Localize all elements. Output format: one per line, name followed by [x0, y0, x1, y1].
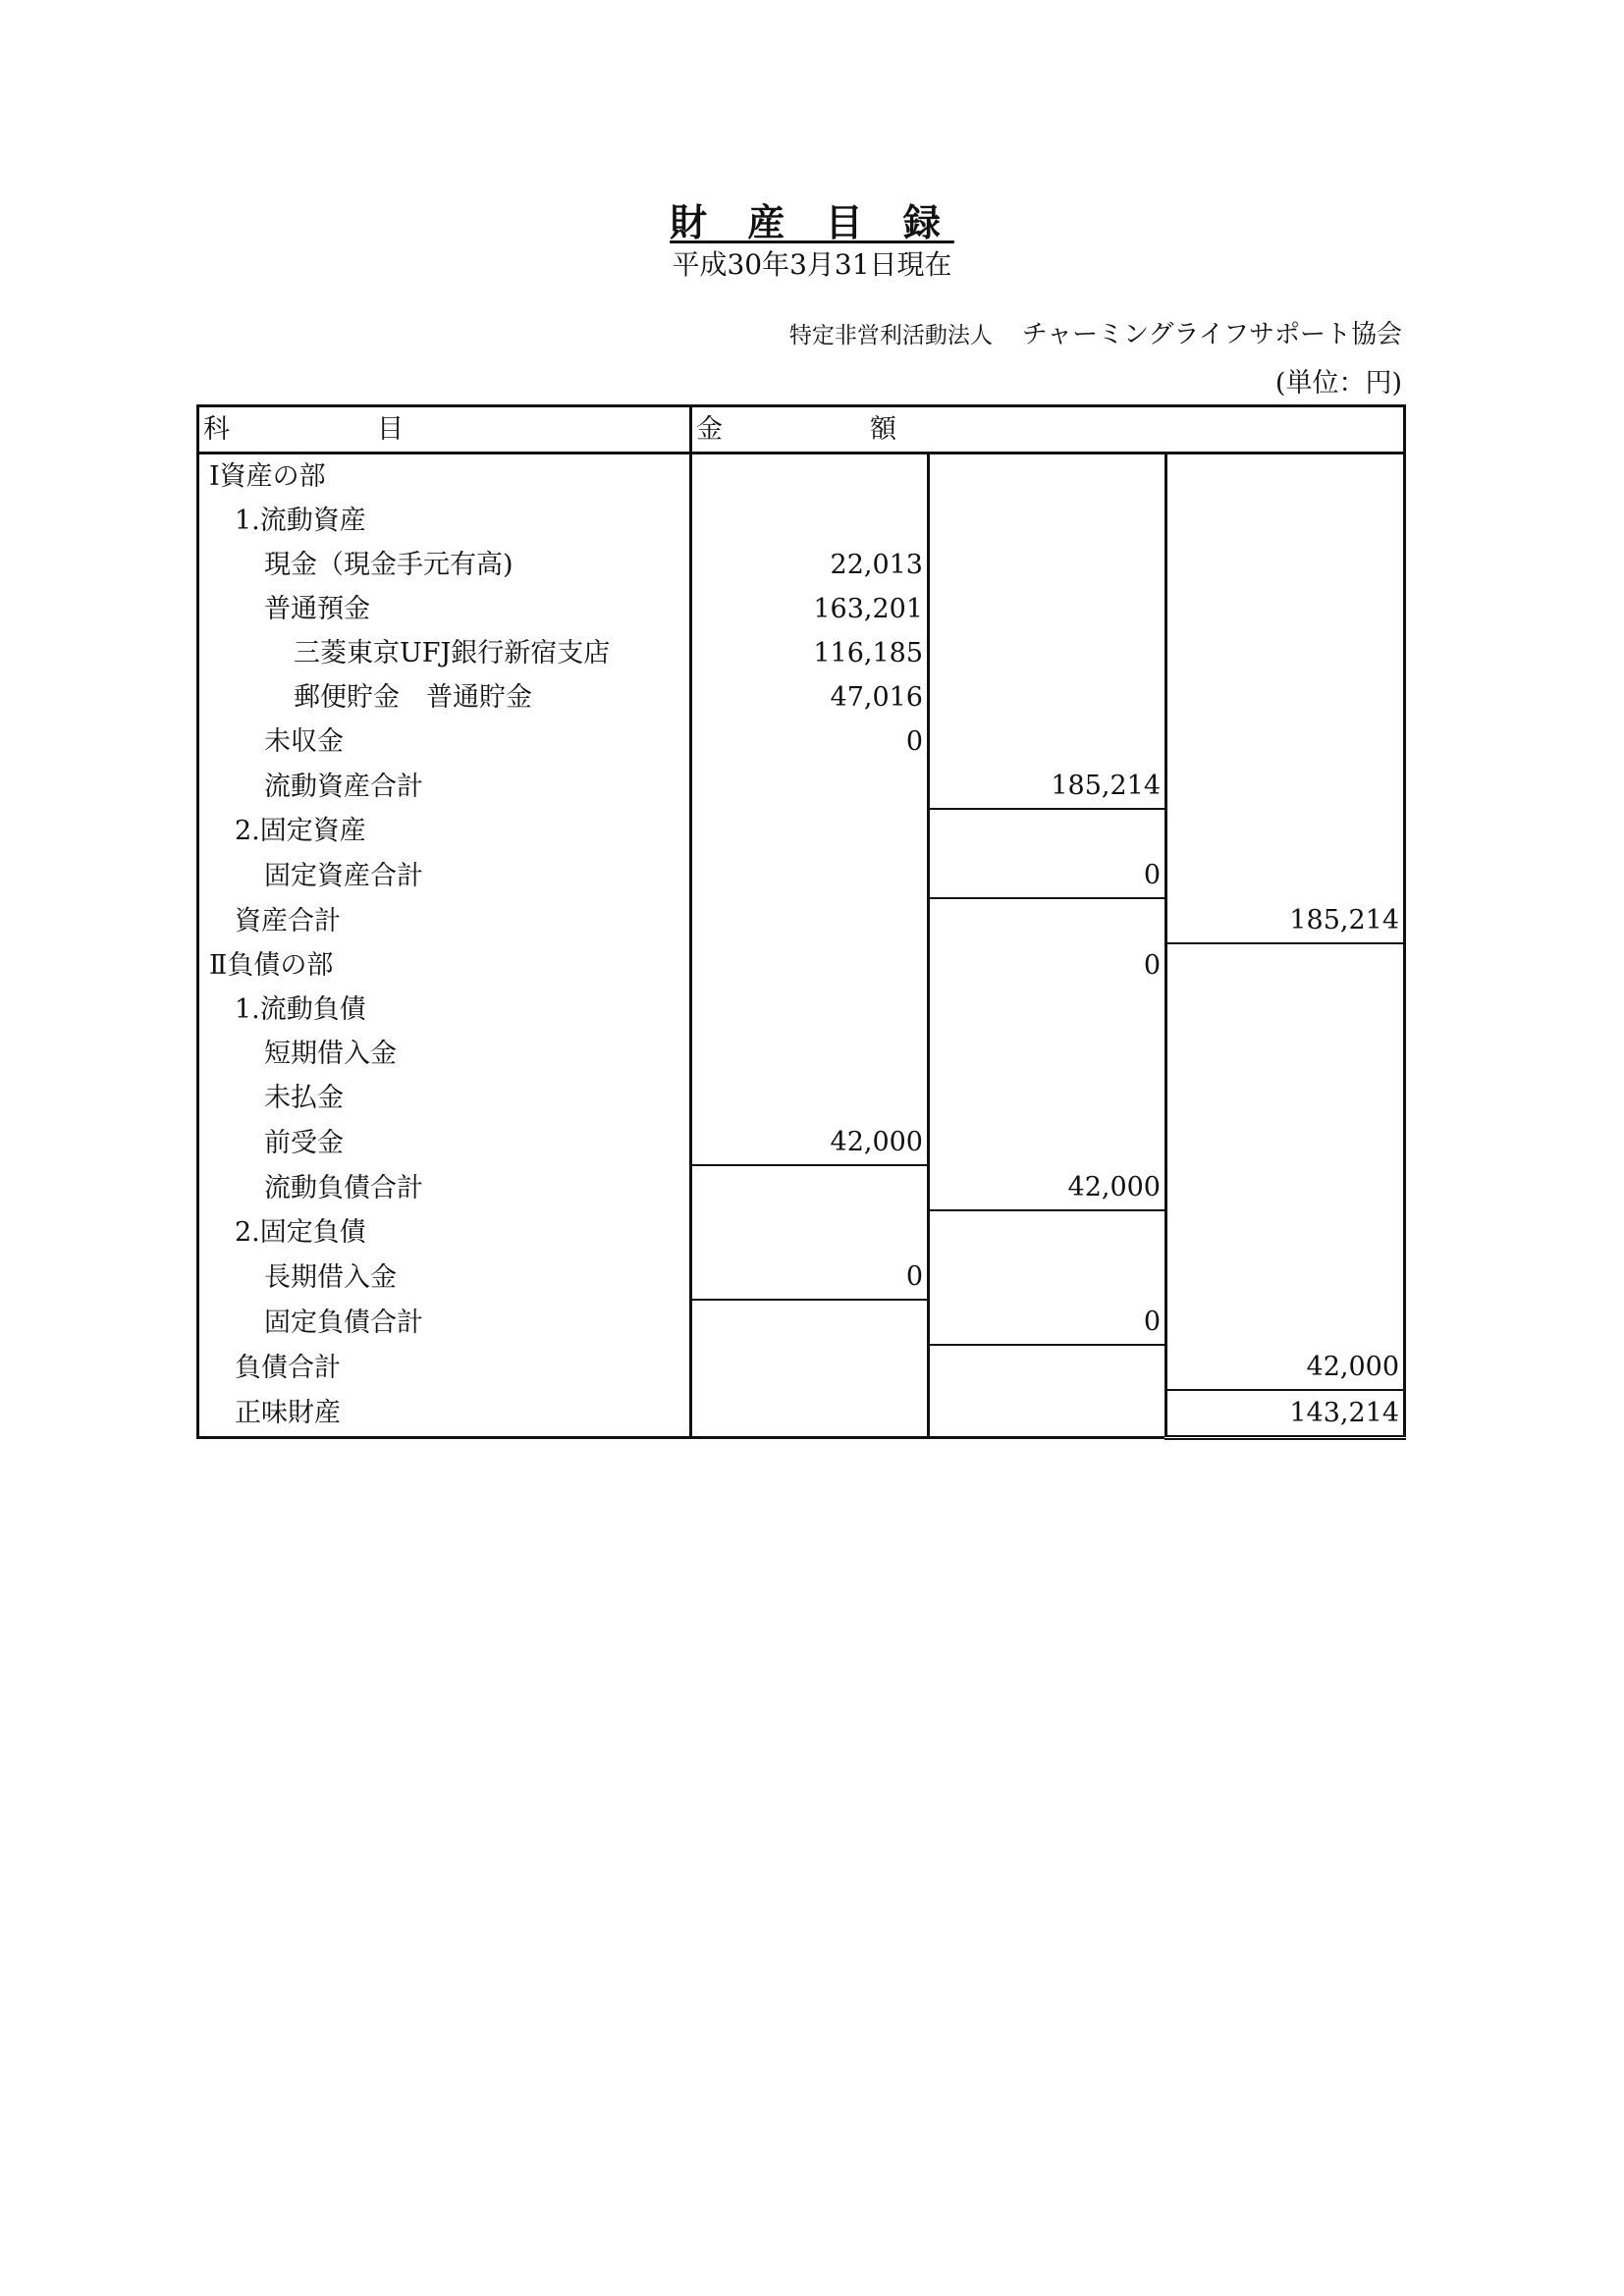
row-label: 2.固定資産 [198, 809, 691, 853]
row-label: 資産合計 [198, 898, 691, 943]
row-amount-1 [691, 943, 929, 988]
row-amount-1: 47,016 [691, 675, 929, 720]
row-amount-3 [1166, 1120, 1405, 1165]
row-amount-1 [691, 1300, 929, 1345]
row-amount-1: 0 [691, 720, 929, 764]
row-amount-3 [1166, 809, 1405, 853]
table-row [198, 1300, 1405, 1345]
row-label: 固定負債合計 [198, 1300, 691, 1345]
row-amount-1 [691, 764, 929, 809]
table-row [198, 764, 1405, 809]
row-label: 流動負債合計 [198, 1165, 691, 1210]
row-amount-1 [691, 1345, 929, 1390]
row-label: Ⅱ負債の部 [198, 943, 691, 988]
row-amount-1 [691, 1390, 929, 1438]
table-row [198, 720, 1405, 764]
row-label: 短期借入金 [198, 1032, 691, 1076]
row-amount-1 [691, 1032, 929, 1076]
table-row [198, 1032, 1405, 1076]
row-amount-3: 185,214 [1166, 898, 1405, 943]
row-amount-1: 22,013 [691, 543, 929, 587]
table-row [198, 1210, 1405, 1255]
row-amount-2 [929, 1032, 1166, 1076]
row-amount-3 [1166, 1076, 1405, 1120]
row-amount-2: 42,000 [929, 1165, 1166, 1210]
row-amount-3 [1166, 1032, 1405, 1076]
row-amount-2: 0 [929, 853, 1166, 898]
row-amount-1 [691, 853, 929, 898]
row-label: 未払金 [198, 1076, 691, 1120]
row-amount-3 [1166, 1255, 1405, 1300]
row-label: 2.固定負債 [198, 1210, 691, 1255]
table-row [198, 988, 1405, 1032]
row-amount-2 [929, 1076, 1166, 1120]
row-amount-3 [1166, 1300, 1405, 1345]
row-amount-3 [1166, 675, 1405, 720]
table-row [198, 809, 1405, 853]
row-amount-3 [1166, 988, 1405, 1032]
row-amount-1: 0 [691, 1255, 929, 1300]
row-label: 長期借入金 [198, 1255, 691, 1300]
row-amount-3 [1166, 720, 1405, 764]
table-header-row [198, 406, 1405, 454]
row-amount-2 [929, 1345, 1166, 1390]
row-amount-1 [691, 988, 929, 1032]
table-row [198, 675, 1405, 720]
document-title-text: 財 産 目 録 [670, 200, 954, 244]
column-header-account: 科目 [198, 406, 691, 454]
row-amount-3 [1166, 943, 1405, 988]
row-amount-1 [691, 1165, 929, 1210]
table-row [198, 454, 1405, 500]
row-amount-1 [691, 898, 929, 943]
row-amount-2 [929, 499, 1166, 543]
row-amount-2 [929, 1255, 1166, 1300]
row-amount-2: 0 [929, 1300, 1166, 1345]
row-amount-3 [1166, 631, 1405, 675]
row-amount-2 [929, 631, 1166, 675]
row-label: 流動資産合計 [198, 764, 691, 809]
document-date: 平成30年3月31日現在 [672, 248, 952, 281]
row-amount-3 [1166, 1165, 1405, 1210]
row-label: 固定資産合計 [198, 853, 691, 898]
organization-name: チャーミングライフサポート協会 [1021, 320, 1402, 349]
row-label: Ⅰ資産の部 [198, 454, 691, 500]
row-label: 現金（現金手元有高) [198, 543, 691, 587]
row-label: 1.流動資産 [198, 499, 691, 543]
row-amount-1 [691, 1076, 929, 1120]
row-amount-3 [1166, 587, 1405, 631]
row-amount-2 [929, 720, 1166, 764]
row-amount-1 [691, 809, 929, 853]
row-amount-3 [1166, 764, 1405, 809]
row-amount-2: 0 [929, 943, 1166, 988]
row-amount-2 [929, 1120, 1166, 1165]
table-row [198, 853, 1405, 898]
property-inventory-table [196, 404, 1406, 1440]
unit-note: (単位：円) [1274, 368, 1402, 399]
row-amount-2 [929, 675, 1166, 720]
row-label: 1.流動負債 [198, 988, 691, 1032]
table-row [198, 543, 1405, 587]
row-amount-2 [929, 898, 1166, 943]
table-row [198, 943, 1405, 988]
organization-type: 特定非営利活動法人 [788, 323, 993, 348]
row-amount-2 [929, 543, 1166, 587]
row-amount-3: 143,214 [1166, 1390, 1405, 1438]
row-amount-3: 42,000 [1166, 1345, 1405, 1390]
column-header-amount: 金額 [691, 406, 1405, 454]
table-row [198, 1390, 1405, 1438]
document-title [0, 192, 1624, 246]
row-amount-1: 42,000 [691, 1120, 929, 1165]
row-label: 前受金 [198, 1120, 691, 1165]
row-label: 正味財産 [198, 1390, 691, 1438]
row-amount-2 [929, 454, 1166, 500]
row-amount-3 [1166, 853, 1405, 898]
organization-line [789, 314, 1402, 350]
table-row [198, 1255, 1405, 1300]
row-amount-1 [691, 499, 929, 543]
row-amount-2 [929, 809, 1166, 853]
row-label: 負債合計 [198, 1345, 691, 1390]
row-amount-2 [929, 1390, 1166, 1438]
row-amount-3 [1166, 454, 1405, 500]
row-label: 三菱東京UFJ銀行新宿支店 [198, 631, 691, 675]
table-row [198, 1120, 1405, 1165]
table-row [198, 499, 1405, 543]
row-amount-1 [691, 454, 929, 500]
row-amount-1: 163,201 [691, 587, 929, 631]
table-row [198, 587, 1405, 631]
row-label: 普通預金 [198, 587, 691, 631]
table-row [198, 1345, 1405, 1390]
table-row [198, 1076, 1405, 1120]
row-amount-1: 116,185 [691, 631, 929, 675]
row-amount-2 [929, 988, 1166, 1032]
row-amount-2 [929, 587, 1166, 631]
row-amount-3 [1166, 543, 1405, 587]
table-row [198, 898, 1405, 943]
row-amount-2 [929, 1210, 1166, 1255]
table-row [198, 631, 1405, 675]
row-amount-3 [1166, 1210, 1405, 1255]
row-label: 未収金 [198, 720, 691, 764]
row-amount-1 [691, 1210, 929, 1255]
row-amount-3 [1166, 499, 1405, 543]
table-row [198, 1165, 1405, 1210]
row-label: 郵便貯金 普通貯金 [198, 675, 691, 720]
row-amount-2: 185,214 [929, 764, 1166, 809]
